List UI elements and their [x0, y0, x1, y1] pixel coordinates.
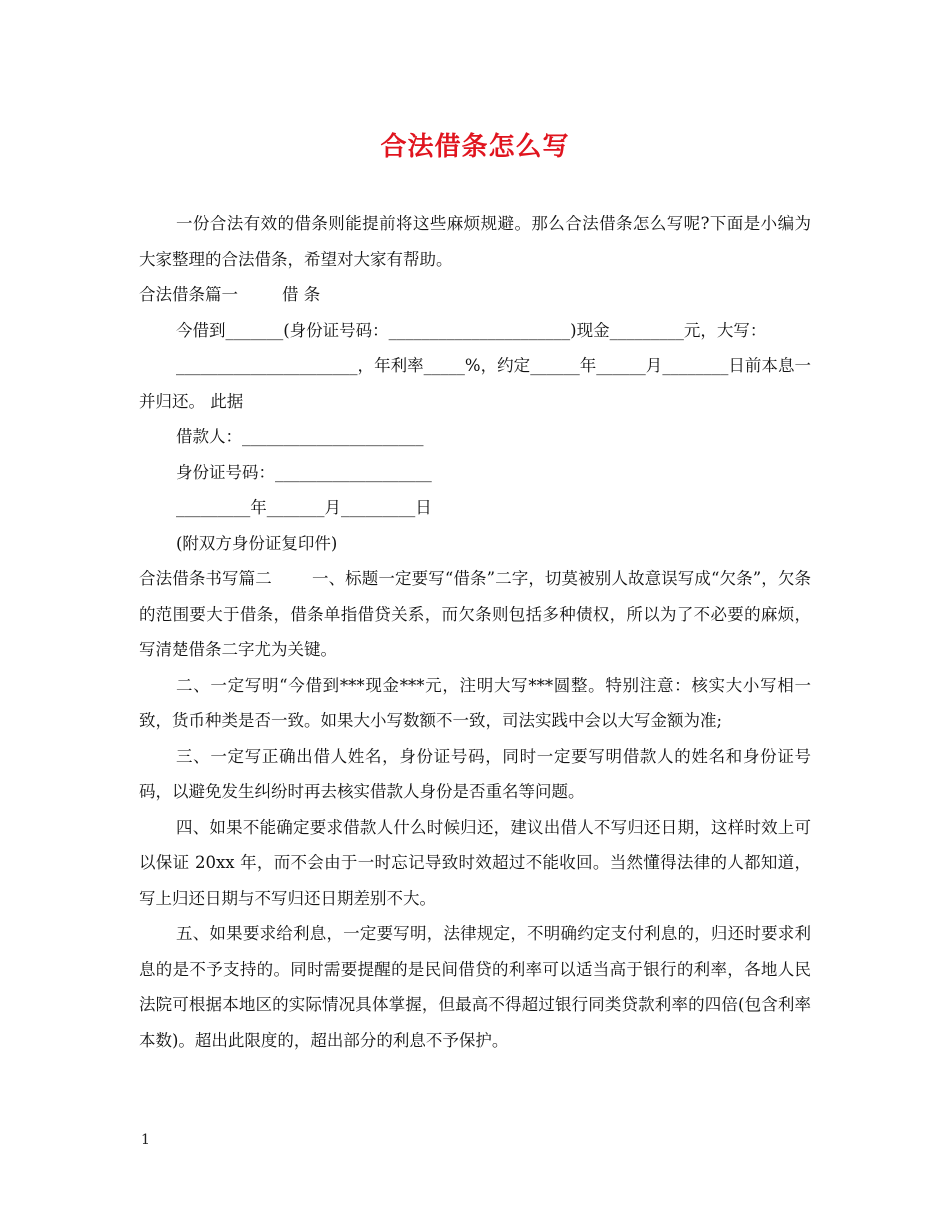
- section2-point-4: 四、如果不能确定要求借款人什么时候归还，建议出借人不写归还日期，这样时效上可以保证 20xx 年，而不会由于一时忘记导致时效超过不能收回。当然懂得法律的人都知道，写上归还日期与不写归还日期差别不大。: [139, 817, 811, 908]
- section2-point-2: 二、一定写明“今借到***现金***元，注明大写***圆整。特别注意：核实大小写相一致，货币种类是否一致。如果大小写数额不一致，司法实践中会以大写金额为准;: [139, 675, 811, 730]
- attachment-note: (附双方身份证复印件): [176, 533, 338, 553]
- date-line: _________年_______月_________日: [176, 498, 432, 517]
- borrower-line: 借款人：______________________: [176, 427, 424, 446]
- page-number: 1: [141, 1132, 150, 1148]
- section2-paragraph-1: [139, 561, 811, 668]
- section1-subheading: 借 条: [282, 285, 321, 304]
- id-number-line: 身份证号码：___________________: [176, 462, 432, 482]
- iou-line-1: 今借到_______(身份证号码：______________________)现金_________元，大写：: [176, 320, 767, 340]
- document-body: [139, 206, 811, 1058]
- section2-point-3: 三、一定写正确出借人姓名，身份证号码，同时一定要写明借款人的姓名和身份证号码，以避免发生纠纷时再去核实借款人身份是否重名等问题。: [139, 746, 811, 801]
- section1-heading: 合法借条篇一: [139, 285, 238, 304]
- document-title: 合法借条怎么写: [380, 132, 570, 162]
- section2-heading: 合法借条书写篇二: [139, 569, 272, 588]
- section2-point-1: 一、标题一定要写“借条”二字，切莫被别人故意误写成“欠条”，欠条的范围要大于借条，借条单指借贷关系，而欠条则包括多种债权，所以为了不必要的麻烦，写清楚借条二字尤为关键。: [139, 569, 812, 659]
- section1-heading-line: [139, 277, 811, 313]
- section2-point-5: 五、如果要求给利息，一定要写明，法律规定，不明确约定支付利息的，归还时要求利息的是不予支持的。同时需要提醒的是民间借贷的利率可以适当高于银行的利率，各地人民法院可根据本地区的实际情况具体掌握，但最高不得超过银行同类贷款利率的四倍(包含利率本数)。超出此限度的，超出部分的利息不予保护。: [139, 924, 811, 1050]
- iou-line-2: ______________________，年利率_____%，约定______年______月________日前本息一并归还。 此据: [139, 356, 811, 411]
- intro-paragraph: 一份合法有效的借条则能提前将这些麻烦规避。那么合法借条怎么写呢?下面是小编为大家整理的合法借条，希望对大家有帮助。: [139, 214, 811, 269]
